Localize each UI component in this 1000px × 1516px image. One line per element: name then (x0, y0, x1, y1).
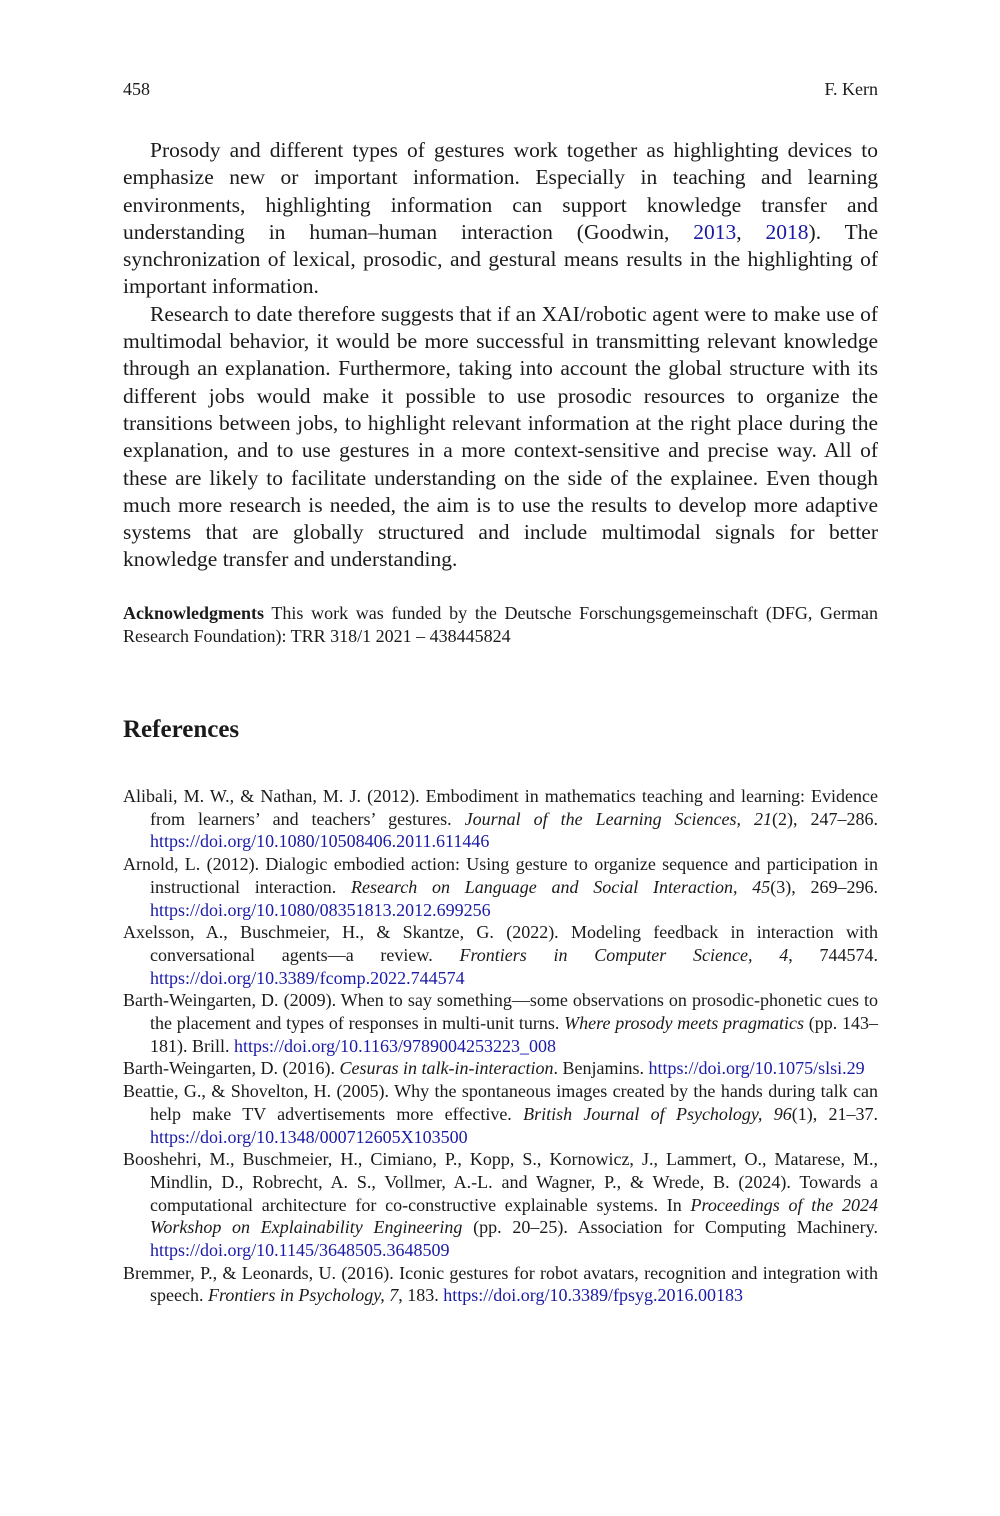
running-header (123, 79, 878, 103)
reference-item (123, 785, 878, 853)
reference-source: Proceedings of the 2024 Workshop on Explainability Engineering (150, 1194, 879, 1238)
citation-link[interactable]: 2018 (765, 219, 809, 244)
reference-source: Research on Language and Social Interaction, 45 (350, 876, 771, 897)
citation-separator: , (736, 219, 766, 244)
acknowledgments (123, 602, 878, 648)
reference-text: Booshehri, M., Buschmeier, H., Cimiano, P., Kopp, S., Kornowicz, J., Lammert, O., Matarese, M., Mindlin, D., Robrecht, A. S., Vollmer, A.-L. and Wagner, P., & Wrede, B. (2024). Towards a computational architecture for co-constructive explainable systems. In (123, 1149, 878, 1215)
reference-source: Journal of the Learning Sciences, 21 (464, 808, 773, 829)
reference-text: (pp. 143–181). Brill. (150, 1013, 879, 1056)
reference-item (123, 1080, 878, 1148)
doi-link[interactable]: https://doi.org/10.1145/3648505.3648509 (150, 1240, 450, 1261)
reference-text: Axelsson, A., Buschmeier, H., & Skantze, G. (2022). Modeling feedback in interaction with conversational agents—a review. (123, 922, 878, 965)
reference-text: . Benjamins. (553, 1058, 649, 1079)
reference-source: Frontiers in Computer Science, 4 (459, 944, 789, 965)
reference-text: Arnold, L. (2012). Dialogic embodied action: Using gesture to organize sequence and participation in instructional interaction. (123, 854, 878, 897)
references-heading: References (123, 716, 240, 743)
reference-source: Cesuras in talk-in-interaction (339, 1058, 554, 1079)
running-head-author: F. Kern (824, 79, 878, 99)
page-number: 458 (123, 79, 150, 99)
doi-link[interactable]: https://doi.org/10.1080/08351813.2012.699256 (150, 899, 491, 920)
paragraph: Research to date therefore suggests that if an XAI/robotic agent were to make use of multimodal behavior, it would be more successful in transmitting relevant knowledge through an explanation. Furthermore, taking into account the global structure with its different jobs would make it possible to use prosodic resources to organize the transitions between jobs, to highlight relevant information at the right place during the explanation, and to use gestures in a more context-sensitive and precise way. All of these are likely to facilitate understanding on the side of the explainee. Even though much more research is needed, the aim is to use the results to develop more adaptive systems that are globally structured and include multimodal signals for better knowledge transfer and understanding. (123, 301, 878, 572)
doi-link[interactable]: https://doi.org/10.1348/000712605X103500 (150, 1126, 468, 1147)
doi-link[interactable]: https://doi.org/10.1075/slsi.29 (648, 1058, 865, 1079)
doi-link[interactable]: https://doi.org/10.3389/fpsyg.2016.00183 (443, 1285, 743, 1306)
reference-text: (pp. 20–25). Association for Computing Machinery. (462, 1217, 878, 1238)
reference-source: British Journal of Psychology, 96 (523, 1103, 792, 1124)
reference-source: Where prosody meets pragmatics (564, 1013, 805, 1034)
citation-link[interactable]: 2013 (693, 219, 737, 244)
reference-item (123, 1057, 878, 1080)
paragraph-text: ). The synchronization of lexical, prosodic, and gestural means results in the highlighting of important information. (123, 219, 878, 299)
reference-text: (1), 21–37. (791, 1103, 878, 1124)
body-text (123, 137, 878, 574)
reference-source: Frontiers in Psychology, 7 (207, 1285, 399, 1306)
doi-link[interactable]: https://doi.org/10.1163/9789004253223_008 (234, 1035, 557, 1056)
reference-text: Barth-Weingarten, D. (2009). When to say something—some observations on prosodic-phonetic cues to the placement and types of responses in multi-unit turns. (123, 990, 878, 1034)
reference-text: (3), 269–296. (770, 876, 878, 897)
reference-item (123, 989, 878, 1057)
acknowledgments-label: Acknowledgments (123, 603, 265, 623)
paragraph-text: Prosody and different types of gestures work together as highlighting devices to emphasize new or important information. Especially in teaching and learning environments, highlighting information can support knowledge transfer and understanding in human–human interaction (Goodwin, (123, 138, 878, 244)
reference-list (123, 785, 878, 1307)
reference-text: Alibali, M. W., & Nathan, M. J. (2012). Embodiment in mathematics teaching and learning: Evidence from learners’ and teachers’ gestures. (123, 786, 878, 829)
paragraph (123, 137, 878, 301)
reference-text: (2), 247–286. (772, 808, 878, 829)
doi-link[interactable]: https://doi.org/10.1080/10508406.2011.611446 (150, 831, 490, 852)
doi-link[interactable]: https://doi.org/10.3389/fcomp.2022.744574 (150, 967, 465, 988)
reference-text: Beattie, G., & Shovelton, H. (2005). Why the spontaneous images created by the hands during talk can help make TV advertisements more effective. (123, 1081, 878, 1124)
reference-item (123, 1148, 878, 1262)
reference-text: Barth-Weingarten, D. (2016). (123, 1058, 340, 1079)
acknowledgments-text: This work was funded by the Deutsche Forschungsgemeinschaft (DFG, German Research Foundation): TRR 318/1 2021 – 438445824 (123, 603, 878, 646)
reference-text: Bremmer, P., & Leonards, U. (2016). Iconic gestures for robot avatars, recognition and integration with speech. (123, 1262, 878, 1306)
reference-text: , 744574. (788, 944, 878, 965)
reference-item (123, 1262, 878, 1307)
reference-item (123, 921, 878, 989)
reference-text: , 183. (398, 1285, 444, 1306)
reference-item (123, 853, 878, 921)
